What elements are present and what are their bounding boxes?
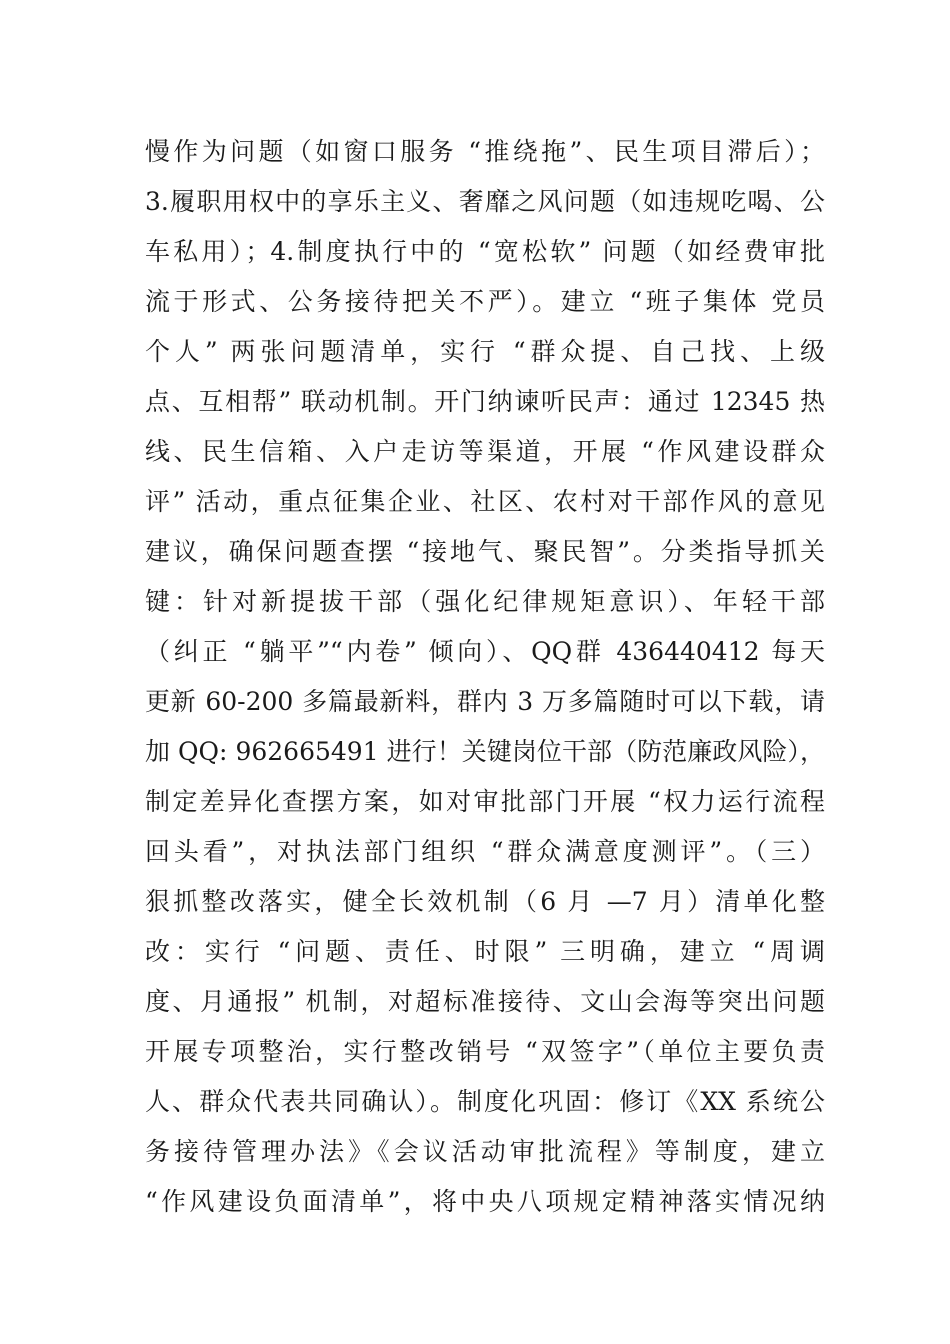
text-line-18: 度、月通报” 机制，对超标准接待、文山会海等突出问题 — [145, 987, 825, 1016]
text-line-3: 车私用）；4.制度执行中的 “宽松软” 问题（如经费审批 — [145, 237, 825, 266]
text-line-21: 务接待管理办法》《会议活动审批流程》等制度，建立 — [145, 1137, 825, 1166]
text-line-11: （纠正 “躺平”“内卷” 倾向）、QQ群 436440412 每天 — [145, 637, 825, 666]
text-line-20: 人、群众代表共同确认）。制度化巩固：修订《XX 系统公 — [145, 1087, 825, 1116]
text-line-16: 狠抓整改落实，健全长效机制（6 月 —7 月）清单化整 — [145, 887, 825, 916]
text-line-15: 回头看”，对执法部门组织 “群众满意度测评”。（三） — [145, 837, 825, 866]
text-line-7: 线、民生信箱、入户走访等渠道，开展 “作风建设群众 — [145, 437, 825, 466]
body-text — [145, 127, 825, 1227]
text-line-14: 制定差异化查摆方案，如对审批部门开展 “权力运行流程 — [145, 787, 825, 816]
text-line-17: 改：实行 “问题、责任、时限” 三明确，建立 “周调 — [145, 937, 825, 966]
text-line-8: 评” 活动，重点征集企业、社区、农村对干部作风的意见 — [145, 487, 825, 516]
text-line-10: 键：针对新提拔干部（强化纪律规矩意识）、年轻干部 — [145, 587, 825, 616]
text-line-9: 建议，确保问题查摆 “接地气、聚民智”。分类指导抓关 — [145, 537, 825, 566]
text-line-6: 点、互相帮” 联动机制。开门纳谏听民声：通过 12345 热 — [145, 387, 825, 416]
text-line-22: “作风建设负面清单”，将中央八项规定精神落实情况纳 — [145, 1187, 825, 1216]
text-line-4: 流于形式、公务接待把关不严）。建立 “班子集体 党员 — [145, 287, 825, 316]
text-line-19: 开展专项整治，实行整改销号 “双签字”（单位主要负责 — [145, 1037, 825, 1066]
text-line-13: 加 QQ: 962665491 进行！关键岗位干部（防范廉政风险）， — [145, 737, 825, 766]
text-line-1: 慢作为问题（如窗口服务 “推绕拖”、民生项目滞后）； — [145, 137, 825, 166]
text-line-12: 更新 60-200 多篇最新料，群内 3 万多篇随时可以下载，请 — [145, 687, 825, 716]
text-line-2: 3.履职用权中的享乐主义、奢靡之风问题（如违规吃喝、公 — [145, 187, 825, 216]
text-line-5: 个人” 两张问题清单，实行 “群众提、自己找、上级 — [145, 337, 825, 366]
